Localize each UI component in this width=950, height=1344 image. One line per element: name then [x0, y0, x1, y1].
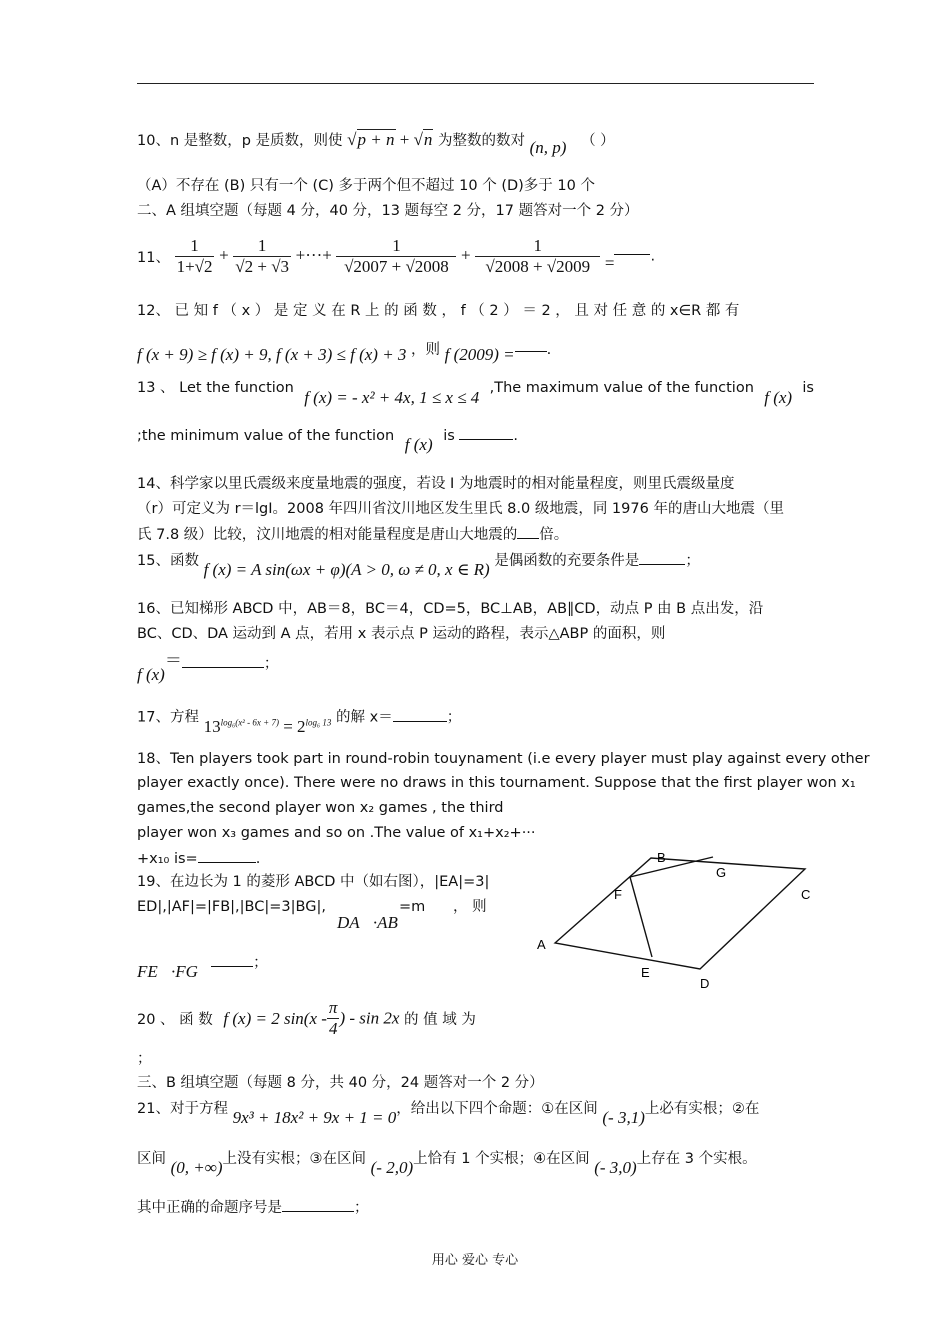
- segment-fe: [630, 877, 652, 957]
- q11-frac4: $\frac{1}{√2008 + √2009}$: [475, 236, 600, 277]
- q14-line3: 氏 7.8 级）比较，汶川地震的相对能量程度是唐山大地震的 倍。: [137, 524, 568, 545]
- q11-frac1: $\frac{1}{1+√2}$: [176, 236, 213, 276]
- q19-line3: FE⃗·FG⃗ ；: [137, 952, 268, 973]
- q20-function-a: f (x) = 2 sin(x -: [223, 1008, 327, 1028]
- q13-line1: 13 、 Let the function f (x) = - x² + 4x, 1 ≤ x ≤ 4 ,The maximum value of the function f (x) is: [137, 380, 814, 407]
- q16-answer-blank[interactable]: [182, 653, 264, 668]
- q21-line2: 区间 (0, +∞)上没有实根；③在区间 (- 2,0)上恰有 1 个实根；④在区间 (- 3,0)上存在 3 个实根。: [137, 1151, 757, 1177]
- q21-interval3: (- 2,0): [370, 1158, 414, 1177]
- q21-line1: 21、对于方程 9x³ + 18x² + 9x + 1 = 0，给出以下四个命题：①在区间 (- 3,1)上必有实根；②在: [137, 1101, 760, 1127]
- q12-condition: f (x + 9) ≥ f (x) + 9, f (x + 3) ≤ f (x) + 3: [137, 345, 407, 364]
- q11-eq: =: [604, 253, 615, 273]
- q10-suffix: 为整数的数对: [438, 133, 526, 149]
- q10-prefix: 10、n 是整数，p 是质数，则使: [137, 133, 343, 149]
- page-footer: 用心 爱心 专心: [431, 1253, 519, 1268]
- q15-answer-blank[interactable]: [639, 550, 685, 565]
- label-f: F: [614, 887, 622, 902]
- q21-interval1: (- 3,1): [602, 1108, 645, 1127]
- q21-equation: 9x³ + 18x² + 9x + 1 = 0: [232, 1108, 397, 1127]
- q14-line2: （r）可定义为 r＝lgI。2008 年四川省汶川地区发生里氏 8.0 级地震，同 1976 年的唐山大地震（里: [137, 501, 784, 517]
- q14-line1: 14、科学家以里氏震级来度量地震的强度，若设 I 为地震时的相对能量程度，则里氏震级量度: [137, 476, 735, 492]
- q10-options: （A）不存在 (B) 只有一个 (C) 多于两个但不超过 10 个 (D)多于 10 个: [137, 178, 595, 194]
- q21-answer-blank[interactable]: [282, 1197, 354, 1212]
- q13-prefix: 13 、 Let the function: [137, 380, 294, 396]
- q13-function: f (x) = - x² + 4x, 1 ≤ x ≤ 4: [304, 388, 480, 407]
- q13-answer-blank[interactable]: [459, 425, 513, 440]
- q10-sqrt2: n: [423, 130, 433, 149]
- label-a: A: [537, 937, 546, 952]
- label-g: G: [716, 865, 727, 880]
- q12-answer-blank[interactable]: [515, 337, 547, 352]
- q10-pair: (n, p): [529, 138, 567, 157]
- header-rule: [137, 83, 814, 84]
- q20-function-b: ) - sin 2x: [339, 1008, 400, 1028]
- q18-line4: player won x₃ games and so on .The value of x₁+x₂+···: [137, 825, 536, 841]
- q12-line1: 12、 已 知 f （ x ） 是 定 义 在 R 上 的 函 数 ， f （ 2 ） ＝ 2 ， 且 对 任 意 的 x∈R 都 有: [137, 303, 740, 319]
- q15-line: 15、函数 f (x) = A sin(ωx + φ)(A > 0, ω ≠ 0, x ∈ R) 是偶函数的充要条件是 ；: [137, 550, 700, 571]
- q11-dots: +···+: [295, 245, 332, 265]
- q18-answer-blank[interactable]: [198, 848, 256, 863]
- rhombus-outline: [555, 858, 805, 969]
- q16-line3: f (x)＝ ；: [137, 651, 279, 684]
- q19-answer-blank[interactable]: [211, 952, 253, 967]
- q11-answer-blank[interactable]: [614, 240, 650, 255]
- q16-line2: BC、CD、DA 运动到 A 点，若用 x 表示点 P 运动的路程，表示△ABP 的面积，则: [137, 626, 666, 642]
- section3-heading: 三、B 组填空题（每题 8 分，共 40 分，24 题答对一个 2 分）: [137, 1075, 544, 1091]
- q19-line1: 19、在边长为 1 的菱形 ABCD 中（如右图），|EA|=3|: [137, 874, 490, 890]
- q21-interval2: (0, +∞): [170, 1158, 223, 1177]
- rhombus-figure: [530, 845, 820, 995]
- q11-frac3: $\frac{1}{√2007 + √2008}$: [336, 236, 456, 277]
- q13-line2: ;the minimum value of the function f (x) is .: [137, 425, 518, 446]
- q10-answer-paren: （ ）: [581, 133, 615, 149]
- q13-mid: ,The maximum value of the function: [489, 380, 754, 396]
- q10-sqrt1: p + n: [357, 130, 395, 149]
- q12-line2: f (x + 9) ≥ f (x) + 9, f (x + 3) ≤ f (x) + 3 ，则 f (2009) = .: [137, 337, 551, 366]
- section2-heading: 二、A 组填空题（每题 4 分，40 分，13 题每空 2 分，17 题答对一个 2 分）: [137, 203, 639, 219]
- q20-end: ；: [137, 1051, 152, 1067]
- q18-line5: +x₁₀ is= .: [137, 848, 260, 869]
- q12-then: ，则: [411, 342, 441, 358]
- q14-answer-blank[interactable]: [517, 524, 539, 539]
- label-d: D: [700, 976, 710, 991]
- q17-answer-blank[interactable]: [393, 707, 447, 722]
- label-c: C: [801, 887, 811, 902]
- q19-expr-fe-fg: FE⃗·FG⃗: [137, 962, 212, 981]
- label-b: B: [657, 850, 666, 865]
- label-e: E: [641, 965, 650, 980]
- q18-line3: games,the second player won x₂ games , the third: [137, 800, 504, 816]
- q21-interval4: (- 3,0): [594, 1158, 637, 1177]
- q11-frac2: $\frac{1}{√2 + √3}$: [235, 236, 290, 276]
- q12-target: f (2009) =: [444, 345, 515, 364]
- q11-num: 11、: [137, 250, 170, 266]
- q17-line: 17、方程 $13^{log_6(x^2 - 6x + 7)} = 2^{log_6 13}$ 的解 x＝ ；: [137, 702, 461, 728]
- q18-line2: player exactly once). There were no draws in this tournament. Suppose that the first player won x₁: [137, 775, 856, 791]
- q21-line3: 其中正确的命题序号是 ；: [137, 1197, 369, 1218]
- q19-expr-da-ab: DA⃗·AB⃗: [337, 913, 412, 932]
- q20-line: 20 、 函 数 f (x) = 2 sin(x - $\frac{\pi}{4}$ ) - sin 2x 的 值 域 为: [137, 998, 476, 1038]
- q13-fx: f (x): [764, 388, 793, 407]
- q16-line1: 16、已知梯形 ABCD 中，AB＝8，BC＝4，CD=5，BC⊥AB，AB∥CD，动点 P 由 B 点出发，沿: [137, 601, 764, 617]
- q15-function: f (x) = A sin(ωx + φ)(A > 0, ω ≠ 0, x ∈ R): [203, 560, 490, 579]
- q18-line1: 18、Ten players took part in round-robin touynament (i.e every player must play against every other: [137, 751, 870, 767]
- q19-line2: ED|,|AF|=|FB|,|BC|=3|BG|, DA⃗·AB⃗ =m ， 则: [137, 899, 487, 932]
- q11-line: 11、 $\frac{1}{1+√2}$ + $\frac{1}{√2 + √3}$ +···+ $\frac{1}{√2007 + √2008}$ + $\frac{1}{√2008 + √2009}$ = .: [137, 236, 656, 276]
- q10-line: 10、n 是整数，p 是质数，则使 √p + n + √n 为整数的数对 (n, p) （ ）: [137, 130, 615, 157]
